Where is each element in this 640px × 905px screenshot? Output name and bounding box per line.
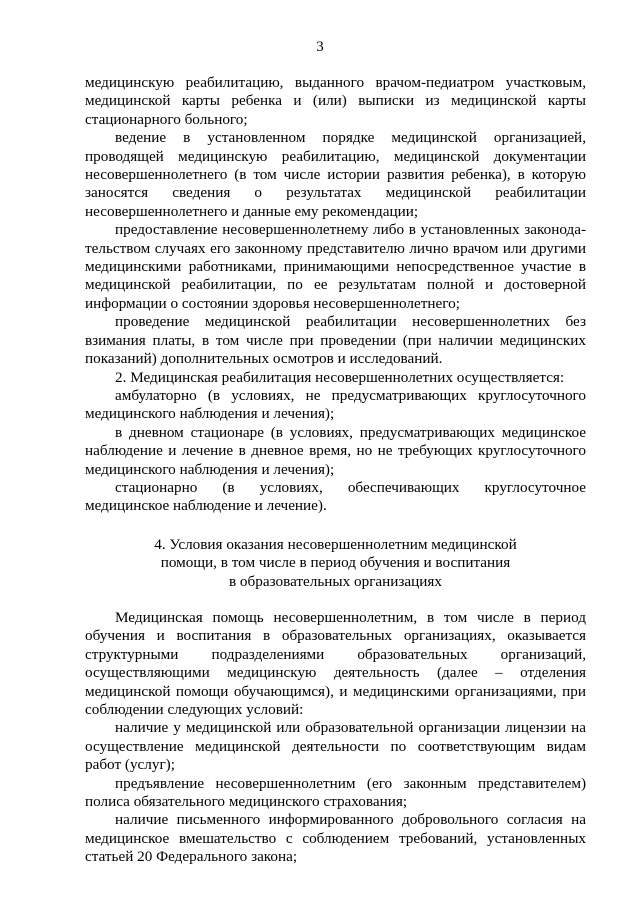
paragraph: ведение в установленном порядке медицинской организацией, проводящей медицинскую реабилитацию, медицинской документации несовершеннолетнего (в том числе истории развития ребенка), в которую заносятся сведения о результатах медицинской реабилитации несовершеннолетнего и данные ему рекомендации; [85, 129, 586, 220]
paragraph: амбулаторно (в условиях, не предусматривающих круглосуточного медицинского наблюдения и лечения); [85, 386, 586, 423]
paragraph: предоставление несовершеннолетнему либо в установленных законода-тельством случаях его законному представителю лично врачом или другими медицинскими работниками, принимающими непосредственное участие в медицинской реабилитации, по ее результатам полной и достоверной информации о состоянии здоровья несовершеннолетнего; [85, 221, 586, 312]
paragraph: Медицинская помощь несовершеннолетним, в том числе в период обучения и воспитания в образовательных организациях, оказывается структурными подразделениями образовательных организаций, осуществляющими медицинскую деятельность (далее – отделения медицинской помощи обучающимся), и медицинскими организациями, при соблюдении следующих условий: [85, 608, 586, 718]
page-number: 3 [316, 39, 324, 55]
paragraph: проведение медицинской реабилитации несовершеннолетних без взимания платы, в том числе при проведении (при наличии медицинских показаний) дополнительных осмотров и исследований. [85, 313, 586, 368]
paragraph: 2. Медицинская реабилитация несовершеннолетних осуществляется: [115, 368, 565, 386]
document-body [85, 74, 586, 867]
paragraph: стационарно (в условиях, обеспечивающих круглосуточное медицинское наблюдение и лечение). [85, 478, 586, 515]
paragraph: медицинскую реабилитацию, выданного врачом-педиатром участковым, медицинской карты ребенка и (или) выписки из медицинской карты стационарного больного; [85, 74, 586, 128]
paragraph: в дневном стационаре (в условиях, предусматривающих медицинское наблюдение и лечение в дневное время, но не требующих круглосуточного медицинского наблюдения и лечения); [85, 423, 586, 478]
section-heading-line: 4. Условия оказания несовершеннолетним медицинской [154, 535, 517, 553]
paragraph: предъявление несовершеннолетним (его законным представителем) полиса обязательного медицинского страхования; [85, 774, 586, 811]
section-heading [85, 536, 586, 591]
paragraph: наличие у медицинской или образовательной организации лицензии на осуществление медицинской деятельности по соответствующим видам работ (услуг); [85, 719, 586, 774]
section-heading-line: помощи, в том числе в период обучения и воспитания [160, 554, 511, 572]
section-heading-line: в образовательных организациях [228, 572, 443, 590]
paragraph: наличие письменного информированного добровольного согласия на медицинское вмешательство с соблюдением требований, установленных статьей 20 Федерального закона; [85, 811, 586, 866]
